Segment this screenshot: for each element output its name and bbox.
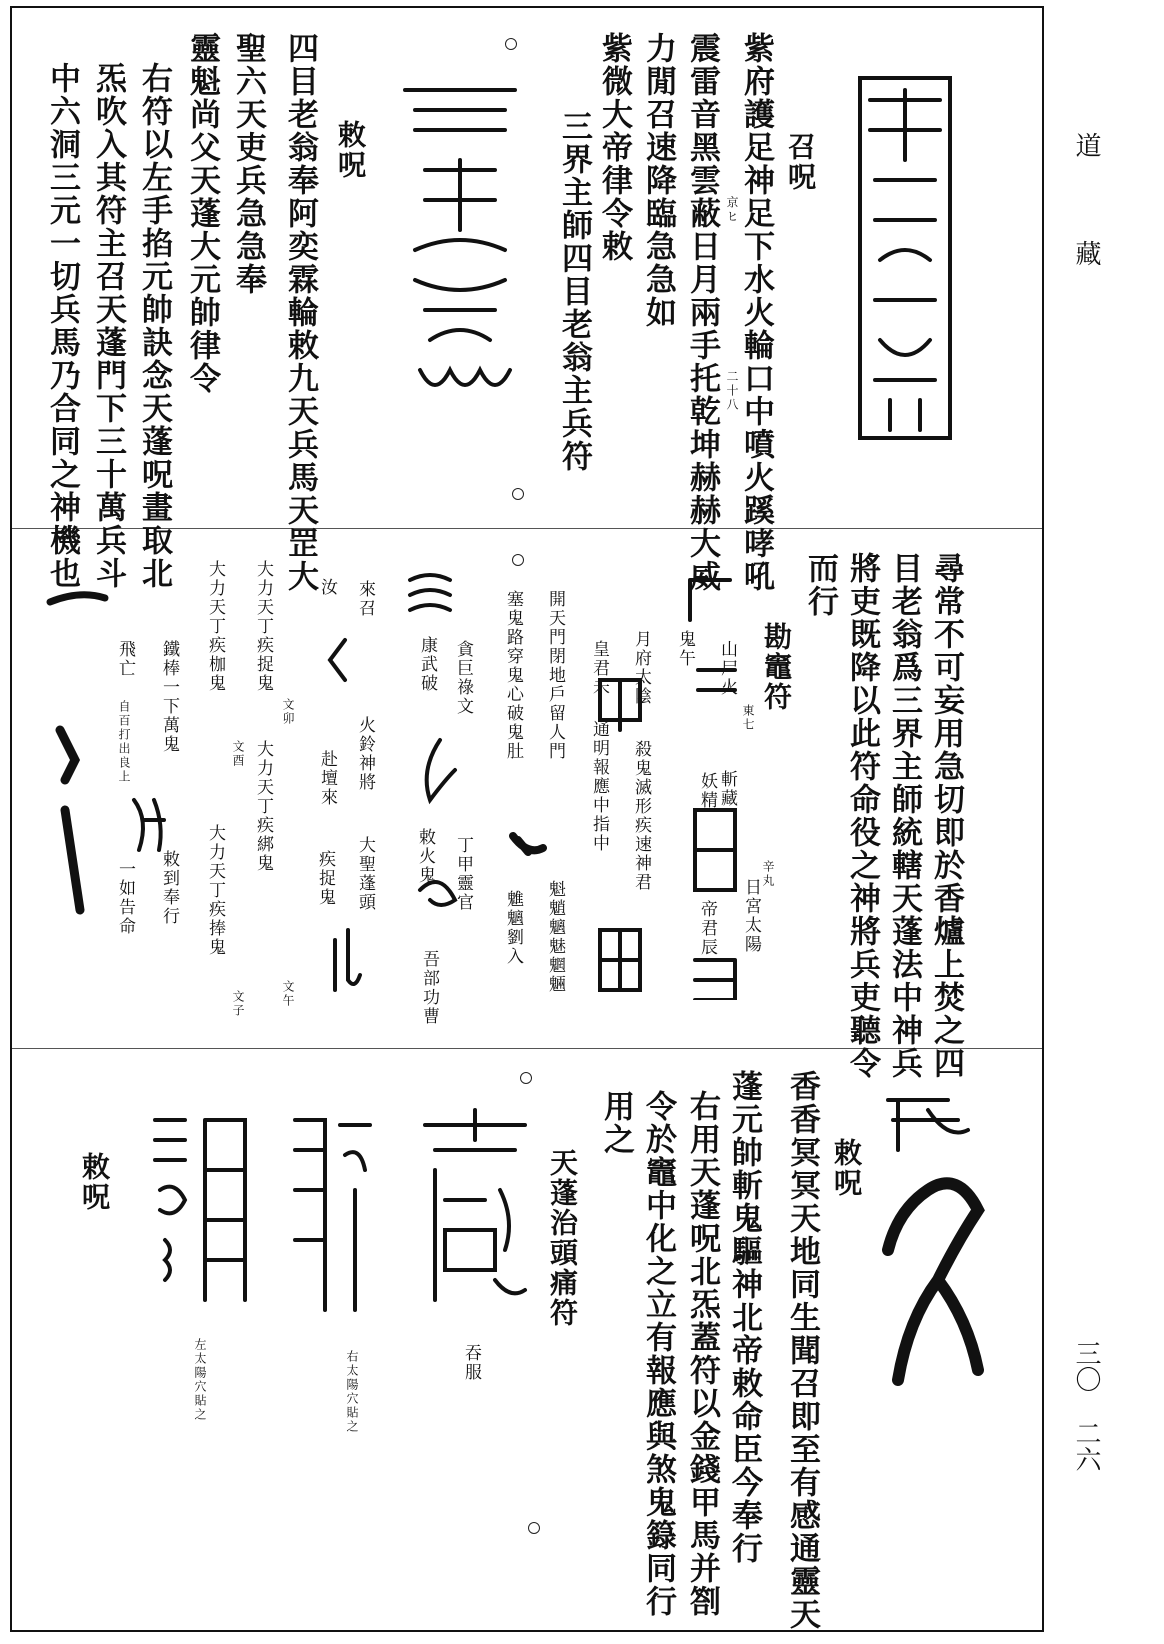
kan-row-9-top: 大力天丁疾枷鬼: [205, 560, 225, 693]
section2-intro-line-3: 將吏既降以此符命役之神將兵吏聽令: [844, 552, 880, 1080]
talisman-ghost-glyph: [124, 790, 174, 860]
kan-row-5-sub: 敕火鬼: [415, 828, 435, 885]
section3-line-4: 令於竈中化之立有報應與煞鬼籙同行: [640, 1090, 676, 1618]
ink-mark: [508, 826, 548, 866]
kan-row-1-top: 山尸火: [717, 640, 737, 697]
talisman-warrior-figure: [868, 1080, 998, 1400]
kan-dept-note: 吾部功曹: [419, 950, 439, 1026]
kan-emperor-note: 帝君辰: [697, 900, 717, 957]
binding-hole: [528, 1522, 540, 1534]
kan-row-5-top: 貪巨祿文: [453, 640, 473, 716]
kan-row-9-note2: 文子: [231, 990, 245, 1018]
kan-sun-note: 日宮太陽: [741, 878, 761, 954]
section1-decree-line-5: 炁吹入其符主召天蓬門下三十萬兵斗: [90, 62, 126, 590]
section3-note-b: 右太陽穴貼之: [345, 1350, 359, 1434]
section3-note-c: 左太陽穴貼之: [193, 1338, 207, 1422]
kan-row-4-top: 塞鬼路穿鬼心破鬼肚: [503, 590, 523, 761]
section2-intro-line-4: 而行: [802, 552, 838, 618]
talisman-headache-2: [285, 1110, 375, 1320]
section1-line-4: 紫微大帝律令敕: [596, 32, 632, 263]
kan-row-7-bottom: 疾捉鬼: [315, 850, 335, 907]
talisman-summon-glyphs: [310, 630, 370, 1010]
kan-row-6-bottom: 火鈴神將: [355, 716, 375, 792]
talisman-moon-glyphs: [590, 670, 650, 1010]
kan-row-1-mid: 鬼午: [675, 630, 695, 668]
kan-row-3-top: 開天門閉地戶留人門: [545, 590, 565, 761]
kan-row-2-sub: 通明報應中指中: [589, 720, 609, 853]
binding-hole: [505, 38, 517, 50]
kan-row-5-bottom: 丁甲靈官: [453, 836, 473, 912]
binding-hole: [512, 488, 524, 500]
kan-row-2-bottom: 殺鬼滅形疾速神君: [631, 740, 651, 892]
section1-decree-heading: 敕呪: [334, 120, 367, 180]
kan-row-6-mid: 汝: [317, 578, 337, 597]
margin-page-number: 二六: [1071, 1420, 1101, 1472]
kan-row-9-note: 文酉: [231, 740, 245, 768]
talisman-sun-glyphs: [680, 560, 750, 1000]
talisman-four-eyes: [395, 70, 525, 410]
section3-note-a: 吞服: [461, 1344, 481, 1382]
section3-line-3: 右用天蓬呪北炁蓋符以金錢甲馬并劄: [684, 1090, 720, 1618]
kan-row-8-note: 文卯: [281, 698, 295, 726]
margin-collection-2: 藏: [1071, 240, 1101, 266]
section3-line-1: 香香冥冥天地同生聞召即至有感通靈天: [784, 1070, 820, 1631]
talisman-headache-1: [415, 1100, 535, 1330]
section1-line-3: 力閒召速降臨急急如: [640, 32, 676, 329]
section3-title: 天蓬治頭痛符: [546, 1148, 579, 1328]
section1-line-1: 紫府護足神足下水火輪口中噴火蹊哮吼: [738, 32, 774, 593]
section1-decree-line-4: 右符以左手掐元帥訣念天蓬呪畫取北: [136, 62, 172, 590]
section1-decree-line-2: 聖六天吏兵急急奉: [230, 32, 266, 296]
kan-row-7-top: 大聖蓬頭: [355, 836, 375, 912]
talisman-headache-3: [145, 1110, 255, 1310]
section3-line-5: 用之: [598, 1090, 634, 1156]
kan-row-8-mid: 大力天丁疾綁鬼: [253, 740, 273, 873]
margin-volume-number: 三〇: [1071, 1340, 1101, 1392]
section3-decree-heading-2: 敕呪: [78, 1152, 111, 1212]
section1-note-1: 京ヒ: [725, 196, 739, 224]
section3-decree-heading: 敕呪: [830, 1138, 863, 1198]
kan-row-2-mid: 皇君未: [589, 640, 609, 697]
kan-row-11-mid: 一如告命: [115, 860, 135, 936]
kan-row-9-mid: 大力天丁疾捧鬼: [205, 824, 225, 957]
binding-hole: [520, 1072, 532, 1084]
section2-heading: 勘竈符: [760, 622, 793, 712]
kan-row-4-bottom: 魋魑劉入: [503, 890, 523, 966]
kan-date-note: 辛丸: [761, 860, 775, 888]
section1-line-2: 震雷音黑雲蔽日月兩手托乾坤赫赫大威: [684, 32, 720, 593]
kan-row-8-note2: 文午: [281, 980, 295, 1008]
kan-row-10-mid: 敕到奉行: [159, 850, 179, 926]
kan-row-2-top: 月府太陰: [631, 630, 651, 706]
section1-decree-line-6: 中六洞三元一切兵馬乃合同之神機也: [44, 62, 80, 590]
margin-collection-1: 道: [1071, 132, 1101, 158]
kan-row-11-top: 飛亡: [115, 640, 135, 678]
kan-row-1-sub: 妖精: [697, 772, 717, 810]
kan-row-8-top: 大力天丁疾捉鬼: [253, 560, 273, 693]
kan-row-10-top: 鐵棒一下萬鬼: [159, 640, 179, 754]
kan-row-11-note: 自百打出良上: [117, 700, 131, 784]
kan-row-6-sub: 赴壇來: [317, 750, 337, 807]
section1-decree-line-1: 四目老翁奉阿奕霖輪敕九天兵馬天罡大: [282, 32, 318, 593]
section2-intro-line-2: 目老翁爲三界主師統轄天蓬法中神兵: [886, 552, 922, 1080]
section2-intro-line-1: 尋常不可妄用急切即於香爐上焚之四: [928, 552, 964, 1080]
kan-row-6-top: 來召: [355, 580, 375, 618]
section3-line-2: 蓬元帥斬鬼驅神北帝敕命臣今奉行: [726, 1070, 762, 1565]
kan-row-1-note: 東七: [741, 704, 755, 732]
section1-line-5: 三界主師四目老翁主兵符: [556, 110, 592, 473]
kan-row-3-bottom: 魁魈魑魅魍魎: [545, 880, 565, 994]
talisman-iron-rod: [40, 580, 110, 920]
section1-note-2: 二十八: [725, 370, 739, 412]
talisman-star-glyphs: [400, 570, 473, 912]
talisman-large-seal: [850, 70, 960, 450]
binding-hole: [512, 554, 524, 566]
kan-row-1-bottom: 斬藏: [717, 770, 737, 808]
kan-row-5-mid: 康武破: [417, 636, 437, 693]
section1-heading: 召呪: [784, 132, 817, 192]
section1-decree-line-3: 靈魁尚父天蓬大元帥律令: [184, 32, 220, 395]
